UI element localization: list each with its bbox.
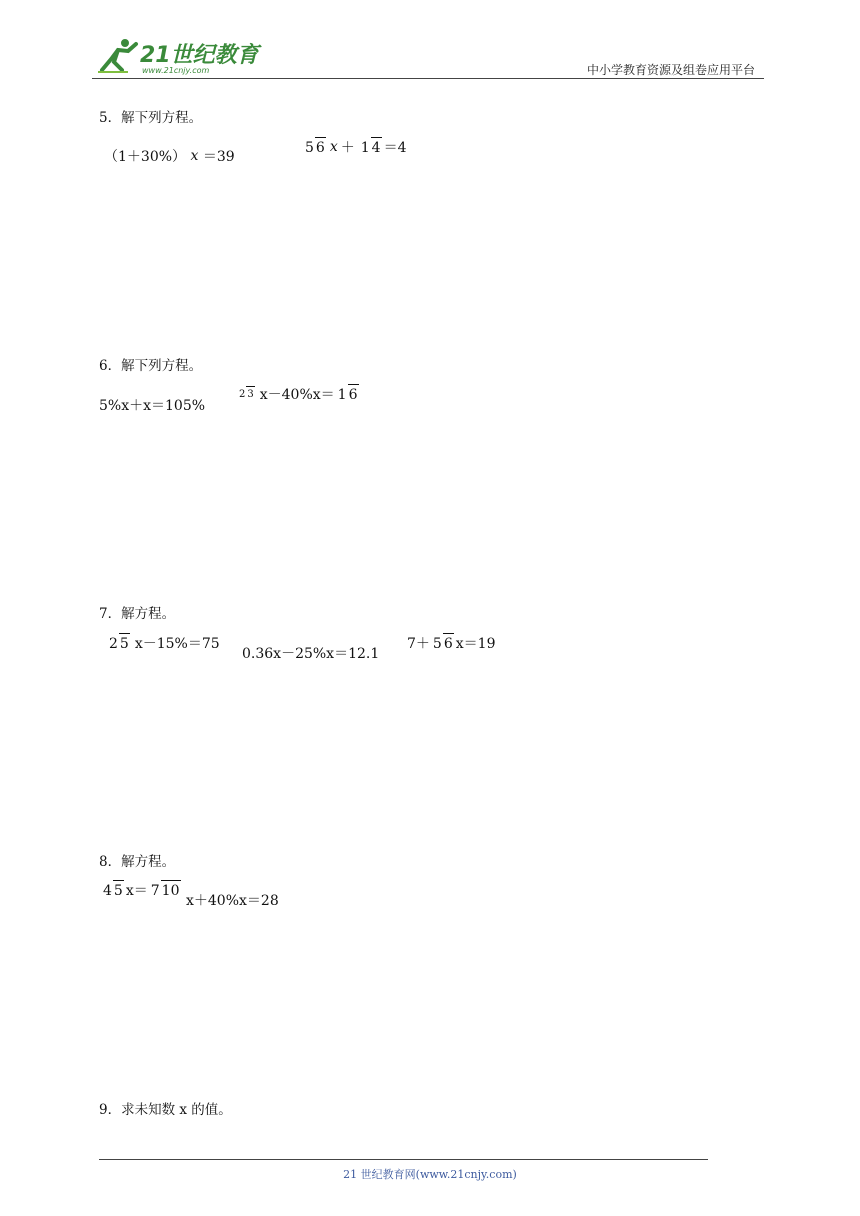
question-7-title: 7．解方程。 — [99, 606, 176, 622]
footer-link[interactable]: 21 世纪教育网(www.21cnjy.com) — [343, 1168, 517, 1181]
q6-equation-1: 5%x＋x＝105% — [99, 398, 206, 414]
question-6-title: 6．解下列方程。 — [99, 358, 203, 374]
header-title: 中小学教育资源及组卷应用平台 — [586, 63, 755, 77]
footer-divider — [99, 1159, 708, 1160]
question-8-title: 8．解方程。 — [99, 854, 176, 870]
logo-url: www.21cnjy.com — [142, 66, 210, 75]
question-5-title: 5．解下列方程。 — [99, 110, 203, 126]
q7-equation-3: 7＋ 5 6 x＝19 — [407, 633, 495, 653]
logo-text: 21世纪教育 — [140, 43, 259, 68]
question-9-title: 9．求未知数 x 的值。 — [99, 1102, 232, 1118]
q7-equation-1: 2 5 x－15%＝75 — [106, 633, 220, 653]
q8-equation-2: x＋40%x＝28 — [186, 893, 279, 909]
q6-equation-2: 2 3 x－40%x＝ 1 6 — [236, 384, 361, 404]
q7-equation-2: 0.36x－25%x＝12.1 — [242, 646, 380, 662]
q5-equation-2: 5 6 x ＋ 1 4 ＝4 — [305, 139, 407, 156]
runner-icon — [98, 39, 136, 72]
q5-equation-1: （1＋30%） x ＝39 — [104, 148, 235, 165]
site-logo — [92, 36, 262, 78]
q8-equation-1: 4 5 x＝ 7 10 — [100, 880, 183, 900]
header-divider — [92, 78, 764, 79]
